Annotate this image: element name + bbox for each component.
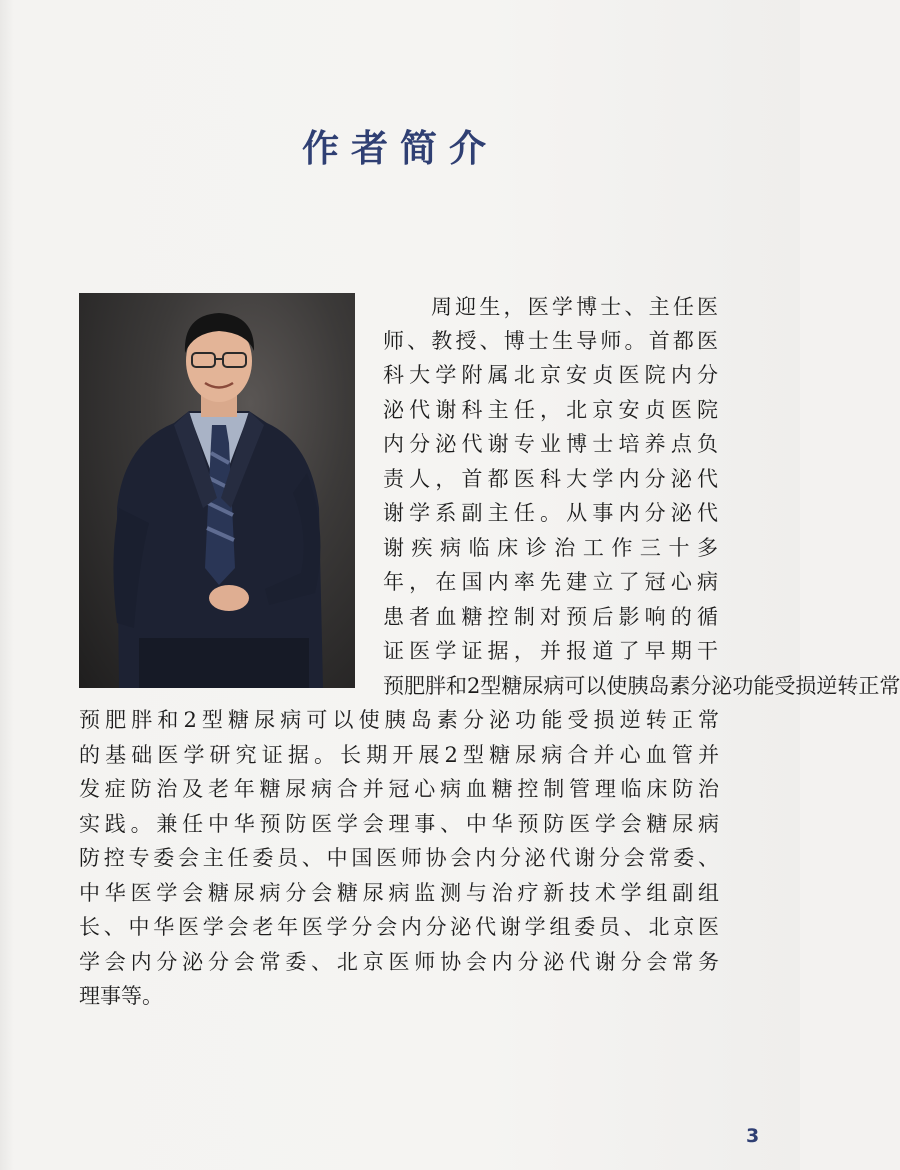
bio-line: 实践。兼任中华预防医学会理事、中华预防医学会糖尿病 [79, 812, 719, 836]
page-number: 3 [746, 1125, 760, 1147]
bio-line: 中华医学会糖尿病分会糖尿病监测与治疗新技术学组副组 [79, 881, 719, 905]
author-portrait-photo [79, 293, 355, 688]
bio-line: 发症防治及老年糖尿病合并冠心病血糖控制管理临床防治 [79, 777, 719, 801]
bio-line: 泌代谢科主任，北京安贞医院 [383, 398, 718, 422]
bio-line: 学会内分泌分会常委、北京医师协会内分泌代谢分会常务 [79, 950, 719, 974]
bio-line: 谢学系副主任。从事内分泌代 [383, 501, 718, 525]
bio-line: 内分泌代谢专业博士培养点负 [383, 432, 718, 456]
bio-line: 年，在国内率先建立了冠心病 [383, 570, 718, 594]
author-portrait-icon [79, 293, 355, 688]
bio-line: 的基础医学研究证据。长期开展2型糖尿病合并心血管并 [79, 743, 719, 767]
bio-line: 长、中华医学会老年医学分会内分泌代谢学组委员、北京医 [79, 915, 719, 939]
bio-line: 预肥胖和2型糖尿病可以使胰岛素分泌功能受损逆转正常 [383, 674, 900, 698]
bio-line: 责人，首都医科大学内分泌代 [383, 467, 718, 491]
bio-line: 防控专委会主任委员、中国医师协会内分泌代谢分会常委、 [79, 846, 719, 870]
bio-line: 谢疾病临床诊治工作三十多 [383, 536, 718, 560]
bio-line: 预肥胖和2型糖尿病可以使胰岛素分泌功能受损逆转正常 [79, 708, 719, 732]
page-title: 作者简介 [302, 127, 498, 170]
bio-line: 师、教授、博士生导师。首都医 [383, 329, 718, 353]
bio-line: 证医学证据，并报道了早期干 [383, 639, 718, 663]
bio-line: 周迎生，医学博士、主任医 [431, 295, 718, 319]
bio-line: 患者血糖控制对预后影响的循 [383, 605, 718, 629]
bio-line: 科大学附属北京安贞医院内分 [383, 363, 718, 387]
bio-line: 理事等。 [79, 984, 163, 1008]
